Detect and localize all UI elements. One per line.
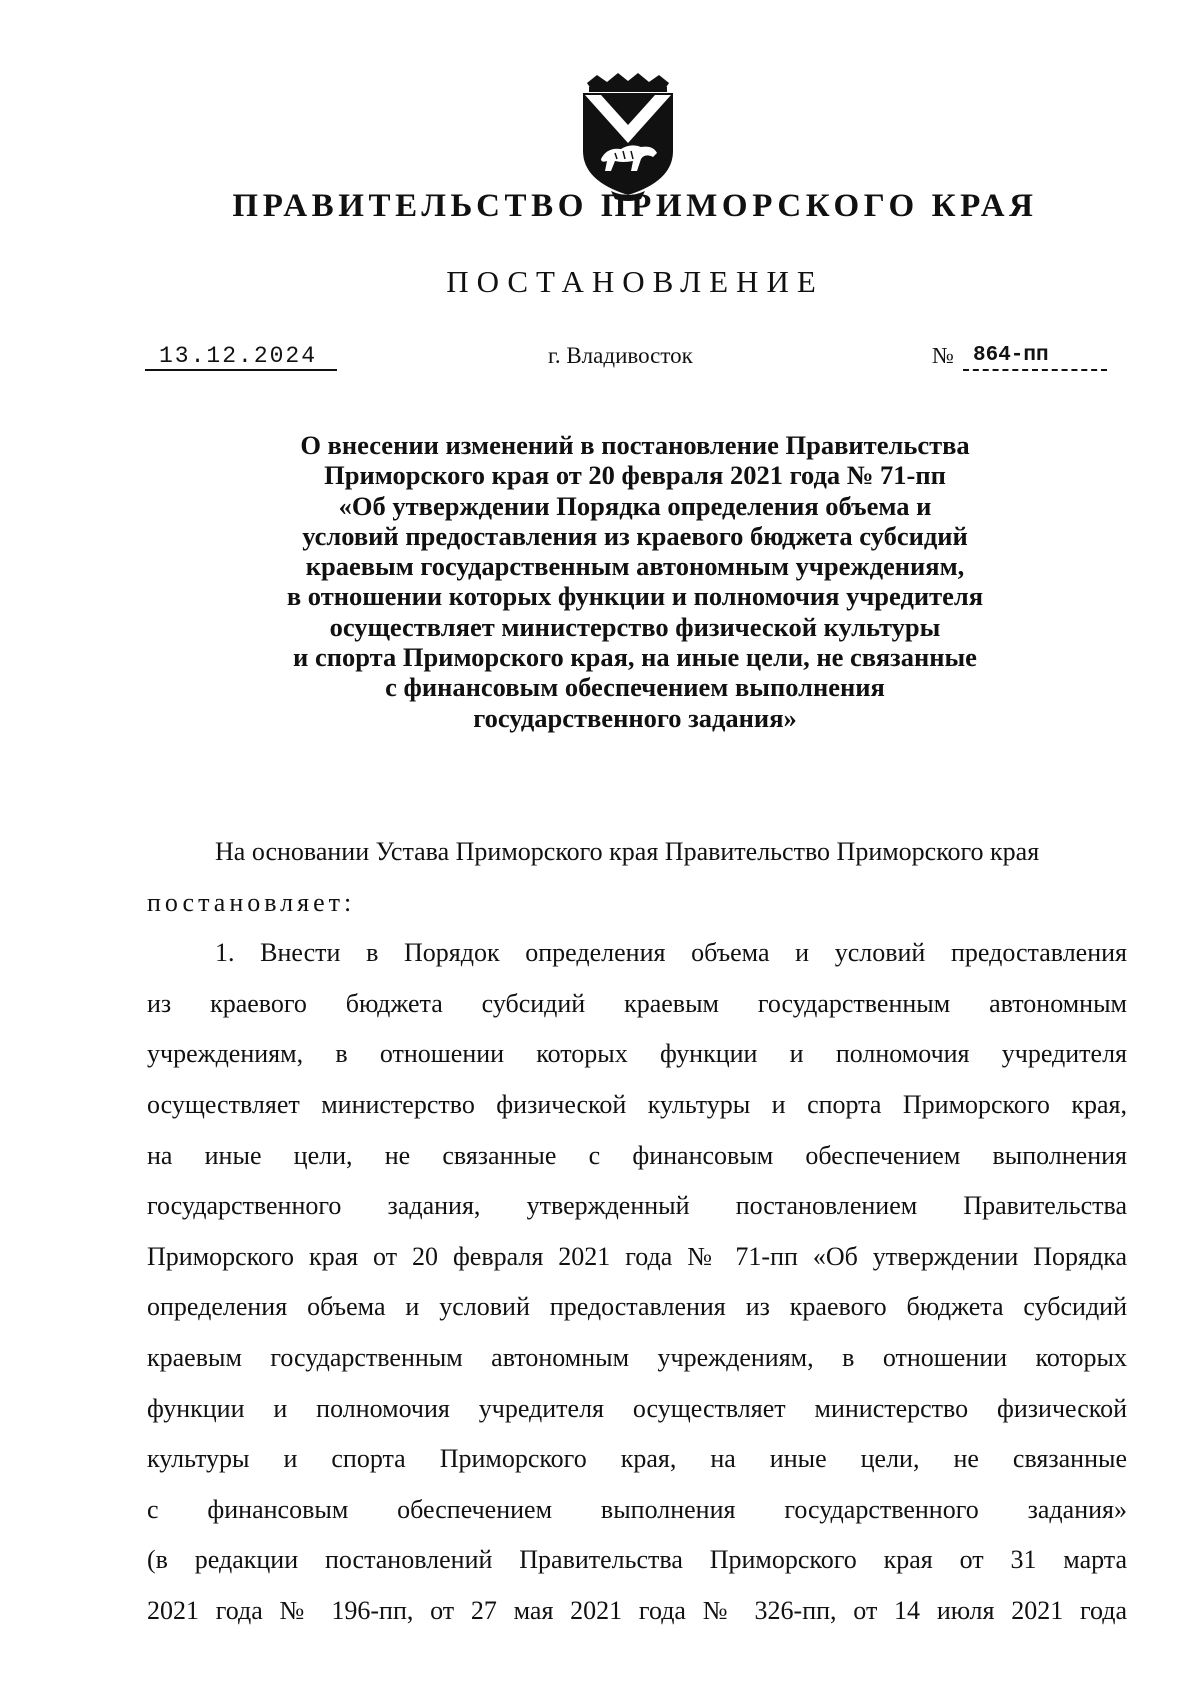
document-city: г. Владивосток — [548, 343, 693, 368]
organization-title: ПРАВИТЕЛЬСТВО ПРИМОРСКОГО КРАЯ — [232, 188, 1038, 224]
body-line: с финансовым обеспечением выполнения государственного задания» — [147, 1494, 1127, 1524]
body-line: Приморского края от 20 февраля 2021 года № 71-пп «Об утверждении Порядка — [147, 1241, 1127, 1271]
document-number-label: № — [932, 343, 954, 368]
body-line: осуществляет министерство физической культуры и спорта Приморского края, — [147, 1089, 1127, 1119]
body-line: краевым государственным автономным учреждениям, в отношении которых — [147, 1342, 1127, 1372]
body-line: государственного задания, утвержденный постановлением Правительства — [147, 1191, 1127, 1221]
body-line: постановляет: — [147, 887, 356, 917]
body-line: (в редакции постановлений Правительства Приморского края от 31 марта — [147, 1545, 1127, 1575]
body-line: на иные цели, не связанные с финансовым обеспечением выполнения — [147, 1140, 1127, 1170]
coat-of-arms-icon — [575, 73, 681, 201]
document-number: 864-пп — [963, 341, 1107, 371]
body-line: На основании Устава Приморского края Правительство Приморского края — [215, 837, 1040, 866]
document-type: ПОСТАНОВЛЕНИЕ — [446, 264, 824, 299]
body-line: из краевого бюджета субсидий краевым государственным автономным — [147, 988, 1127, 1018]
body-line: 2021 года № 196-пп, от 27 мая 2021 года № 326-пп, от 14 июля 2021 года — [147, 1595, 1127, 1625]
document-date: 13.12.2024 — [145, 341, 337, 371]
document-body — [147, 827, 1127, 1637]
body-line: учреждениям, в отношении которых функции и полномочия учредителя — [147, 1039, 1127, 1069]
body-line: культуры и спорта Приморского края, на иные цели, не связанные — [147, 1444, 1127, 1474]
body-line: функции и полномочия учредителя осуществляет министерство физической — [147, 1393, 1127, 1423]
body-line: определения объема и условий предоставления из краевого бюджета субсидий — [147, 1292, 1127, 1322]
document-subject: О внесении изменений в постановление Правительства Приморского края от 20 февраля 2021 года № 71-пп «Об утверждении Порядка определения объема и условий предоставления из краевого бюджета субсидий краевым государственным автономным учреждениям, в отношении которых функции и полномочия учредителя осуществляет министерство физической культуры и спорта Приморского края, на иные цели, не связанные с финансовым обеспечением выполнения государственного задания» — [286, 430, 984, 733]
body-line: 1. Внести в Порядок определения объема и условий предоставления — [215, 938, 1127, 968]
